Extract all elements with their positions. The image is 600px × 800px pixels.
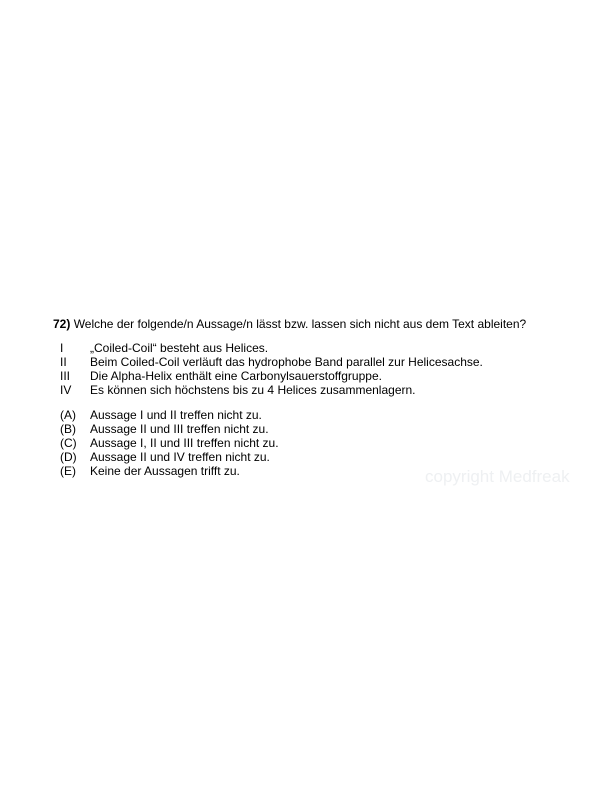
option-text: Keine der Aussagen trifft zu.	[90, 464, 240, 478]
statement-marker: II	[60, 355, 67, 369]
question-number: 72)	[53, 317, 71, 331]
answer-option	[60, 436, 279, 450]
statement-text: Es können sich höchstens bis zu 4 Helices zusammenlagern.	[90, 383, 416, 397]
statement-text: „Coiled-Coil“ besteht aus Helices.	[90, 341, 269, 355]
statement-text: Die Alpha-Helix enthält eine Carbonylsauerstoffgruppe.	[90, 369, 382, 383]
option-marker: (C)	[60, 436, 77, 450]
question-line	[53, 317, 526, 331]
copyright-watermark: copyright Medfreak	[425, 467, 570, 486]
statement-marker: IV	[60, 383, 72, 397]
answer-option	[60, 450, 279, 464]
answer-option	[60, 408, 279, 422]
option-marker: (B)	[60, 422, 76, 436]
option-marker: (A)	[60, 408, 76, 422]
statement-item	[60, 369, 483, 383]
statement-item	[60, 341, 483, 355]
option-text: Aussage I, II und III treffen nicht zu.	[90, 436, 279, 450]
statement-item	[60, 355, 483, 369]
statement-text: Beim Coiled-Coil verläuft das hydrophobe Band parallel zur Helicesachse.	[90, 355, 483, 369]
statement-marker: I	[60, 341, 64, 355]
answer-option	[60, 464, 279, 478]
option-text: Aussage I und II treffen nicht zu.	[90, 408, 262, 422]
question-text: Welche der folgende/n Aussage/n lässt bzw. lassen sich nicht aus dem Text ableiten?	[73, 317, 527, 331]
answer-option	[60, 422, 279, 436]
option-marker: (D)	[60, 450, 77, 464]
statement-item	[60, 383, 483, 397]
option-text: Aussage II und III treffen nicht zu.	[90, 422, 269, 436]
statement-marker: III	[60, 369, 71, 383]
statement-list	[60, 341, 483, 397]
option-text: Aussage II und IV treffen nicht zu.	[90, 450, 270, 464]
answer-options	[60, 408, 279, 478]
option-marker: (E)	[60, 464, 76, 478]
